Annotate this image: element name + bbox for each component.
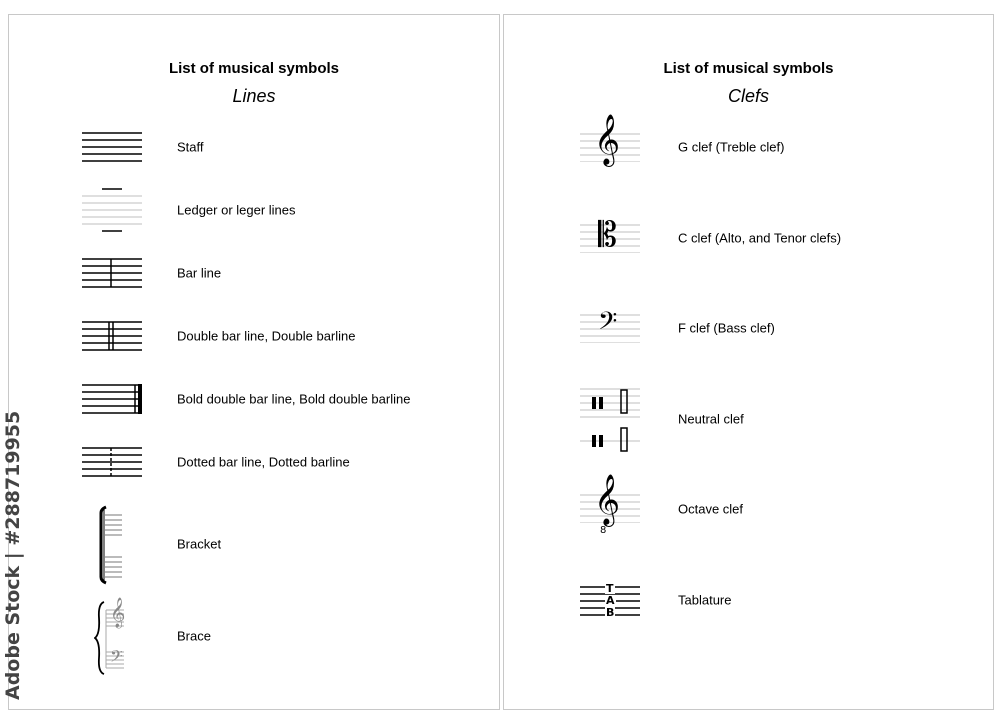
right-subtitle: Clefs	[727, 86, 769, 106]
label-bar-line: Bar line	[177, 265, 222, 281]
octave-number: 8	[600, 525, 607, 536]
right-title: List of musical symbols	[663, 60, 834, 77]
label-tablature: Tablature	[678, 592, 732, 608]
tab-letter-b: B	[606, 606, 615, 619]
bar-line-icon	[82, 257, 142, 289]
bracket-icon	[98, 505, 124, 585]
g-clef-icon: 𝄞	[594, 114, 621, 165]
left-subtitle: Lines	[232, 86, 276, 106]
label-bold-double-bar-line: Bold double bar line, Bold double barline	[177, 391, 411, 407]
ledger-lines-icon	[82, 186, 142, 236]
right-panel	[503, 14, 994, 710]
label-g-clef: G clef (Treble clef)	[678, 139, 785, 155]
label-c-clef: C clef (Alto, and Tenor clefs)	[678, 230, 842, 246]
neutral-clef-icon	[580, 387, 640, 453]
label-bracket: Bracket	[177, 536, 222, 552]
label-neutral-clef: Neutral clef	[678, 411, 744, 427]
label-double-bar-line: Double bar line, Double barline	[177, 328, 356, 344]
tab-letter-a: A	[606, 594, 615, 607]
stock-watermark: Adobe Stock | #288719955	[2, 410, 24, 700]
staff-icon	[82, 131, 142, 163]
label-ledger-lines: Ledger or leger lines	[177, 202, 296, 218]
label-staff: Staff	[177, 139, 204, 155]
left-panel	[8, 14, 500, 710]
label-brace: Brace	[177, 628, 211, 644]
double-bar-line-icon	[82, 320, 142, 352]
c-clef-icon: 𝄡	[598, 215, 617, 255]
bold-double-bar-line-icon	[82, 383, 142, 415]
tab-letter-t: T	[606, 582, 614, 595]
label-f-clef: F clef (Bass clef)	[678, 320, 775, 336]
brace-f-clef-icon: 𝄢	[110, 646, 123, 670]
brace-g-clef-icon: 𝄞	[110, 598, 126, 628]
f-clef-icon: 𝄢	[598, 307, 618, 342]
left-title: List of musical symbols	[168, 60, 340, 77]
label-dotted-bar-line: Dotted bar line, Dotted barline	[177, 454, 350, 470]
label-octave-clef: Octave clef	[678, 501, 744, 517]
octave-clef-icon: 𝄞	[594, 474, 621, 525]
dotted-bar-line-icon	[82, 446, 142, 478]
